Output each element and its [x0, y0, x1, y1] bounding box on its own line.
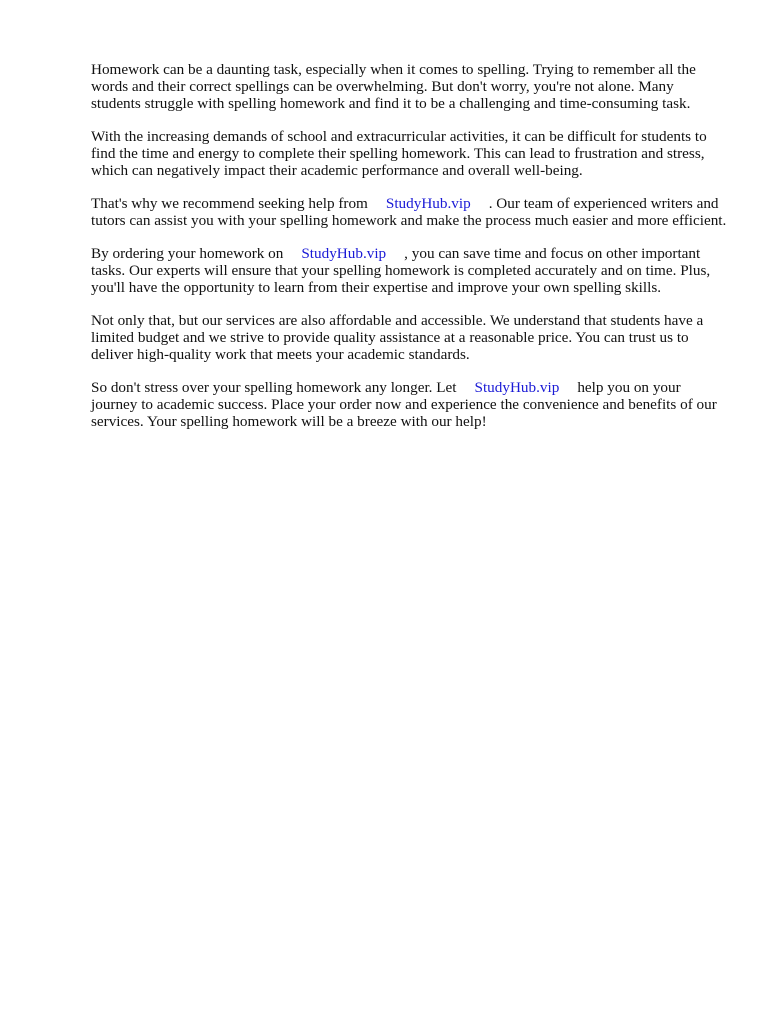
paragraph-intro: Homework can be a daunting task, especially when it comes to spelling. Trying to remember all the words and their correct spellings can be overwhelming. But don't worry, you're not alone. Many students struggle with spelling homework and find it to be a challenging and time-consuming task. [91, 61, 696, 112]
paragraph-text-before-link: That's why we recommend seeking help from [91, 195, 368, 212]
paragraph-text-after-link: help you on your journey to academic success. Place your order now and experience the convenience and benefits of our services. Your spelling homework will be a breeze with our help! [91, 379, 717, 430]
studyhub-link[interactable]: StudyHub.vip [385, 195, 471, 212]
paragraph-text-before-link: So don't stress over your spelling homework any longer. Let [91, 379, 457, 396]
paragraph-affordability: Not only that, but our services are also affordable and accessible. We understand that students have a limited budget and we strive to provide quality assistance at a reasonable price. You can trust us to deliver high-quality work that meets your academic standards. [91, 312, 704, 363]
paragraph-recommendation [91, 195, 727, 229]
paragraph-ordering [91, 245, 727, 296]
paragraph-text-after-link: . Our team of experienced writers and tutors can assist you with your spelling homework and make the process much easier and more efficient. [91, 195, 727, 229]
paragraph-difficulty: With the increasing demands of school and extracurricular activities, it can be difficult for students to find the time and energy to complete their spelling homework. This can lead to frustration and stress, which can negatively impact their academic performance and overall well-being. [91, 128, 707, 179]
paragraph-closing [91, 379, 727, 430]
paragraph-text-after-link: , you can save time and focus on other important tasks. Our experts will ensure that your spelling homework is completed accurately and on time. Plus, you'll have the opportunity to learn from their expertise and improve your own spelling skills. [91, 245, 711, 296]
studyhub-link[interactable]: StudyHub.vip [474, 379, 560, 396]
document-body [91, 61, 727, 446]
paragraph-text-before-link: By ordering your homework on [91, 245, 284, 262]
studyhub-link[interactable]: StudyHub.vip [301, 245, 387, 262]
